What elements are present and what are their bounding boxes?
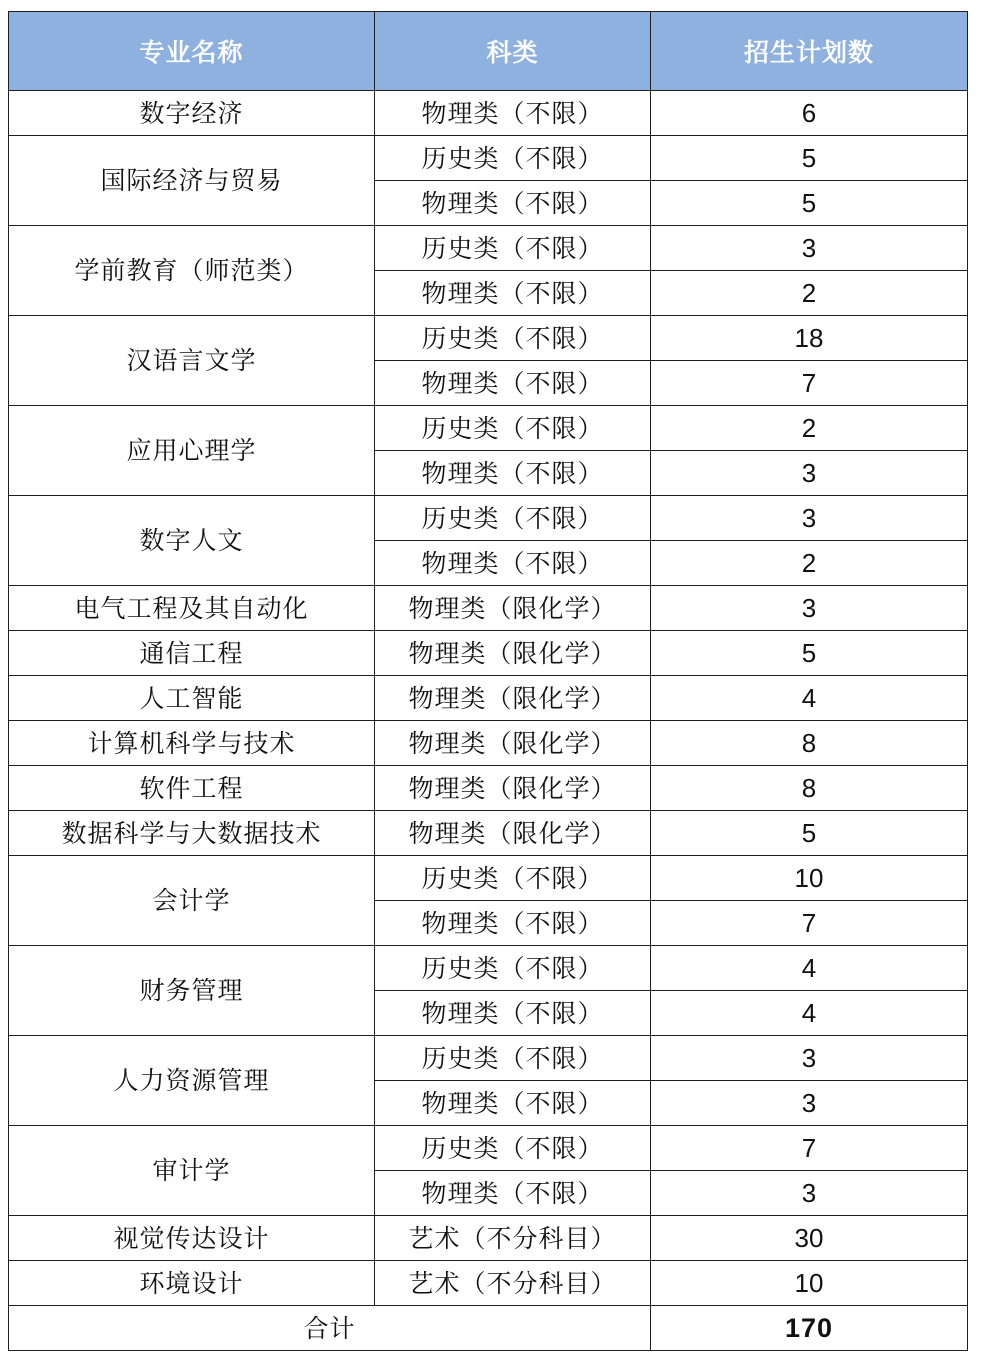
category-cell: 历史类（不限） [375,136,651,181]
category-cell: 历史类（不限） [375,1036,651,1081]
category-cell: 物理类（不限） [375,1171,651,1216]
category-cell: 物理类（不限） [375,91,651,136]
table-row [9,811,968,856]
category-cell: 物理类（不限） [375,361,651,406]
header-category: 科类 [375,12,651,91]
category-cell: 历史类（不限） [375,316,651,361]
plan-count-cell: 5 [651,811,968,856]
table-row [9,91,968,136]
header-row [9,12,968,91]
plan-count-cell: 5 [651,631,968,676]
category-cell: 历史类（不限） [375,946,651,991]
plan-count-cell: 3 [651,586,968,631]
plan-count-cell: 6 [651,91,968,136]
category-cell: 艺术（不分科目） [375,1261,651,1306]
plan-count-cell: 4 [651,946,968,991]
category-cell: 历史类（不限） [375,226,651,271]
plan-count-cell: 5 [651,136,968,181]
category-cell: 物理类（限化学） [375,766,651,811]
total-value: 170 [651,1306,968,1351]
major-name-cell: 审计学 [9,1126,375,1216]
category-cell: 物理类（不限） [375,1081,651,1126]
category-cell: 历史类（不限） [375,406,651,451]
plan-count-cell: 7 [651,1126,968,1171]
plan-count-cell: 4 [651,676,968,721]
major-name-cell: 视觉传达设计 [9,1216,375,1261]
major-name-cell: 电气工程及其自动化 [9,586,375,631]
table-row [9,316,968,361]
table-row [9,136,968,181]
major-name-cell: 数字经济 [9,91,375,136]
major-name-cell: 学前教育（师范类） [9,226,375,316]
table-row [9,631,968,676]
plan-count-cell: 18 [651,316,968,361]
category-cell: 物理类（不限） [375,271,651,316]
category-cell: 艺术（不分科目） [375,1216,651,1261]
total-label: 合计 [9,1306,651,1351]
major-name-cell: 通信工程 [9,631,375,676]
category-cell: 物理类（不限） [375,901,651,946]
plan-count-cell: 8 [651,766,968,811]
major-name-cell: 数据科学与大数据技术 [9,811,375,856]
table-row [9,676,968,721]
major-name-cell: 应用心理学 [9,406,375,496]
major-name-cell: 人力资源管理 [9,1036,375,1126]
major-name-cell: 会计学 [9,856,375,946]
table-row [9,586,968,631]
plan-count-cell: 7 [651,901,968,946]
header-major-name: 专业名称 [9,12,375,91]
category-cell: 历史类（不限） [375,1126,651,1171]
category-cell: 物理类（不限） [375,991,651,1036]
plan-count-cell: 2 [651,406,968,451]
table-row [9,406,968,451]
plan-count-cell: 5 [651,181,968,226]
table-row [9,856,968,901]
plan-count-cell: 30 [651,1216,968,1261]
plan-count-cell: 10 [651,1261,968,1306]
plan-count-cell: 3 [651,1171,968,1216]
category-cell: 物理类（限化学） [375,586,651,631]
major-name-cell: 财务管理 [9,946,375,1036]
category-cell: 历史类（不限） [375,856,651,901]
plan-count-cell: 8 [651,721,968,766]
table-row [9,1216,968,1261]
table-row [9,946,968,991]
plan-count-cell: 2 [651,271,968,316]
plan-count-cell: 2 [651,541,968,586]
plan-count-cell: 10 [651,856,968,901]
plan-count-cell: 3 [651,1081,968,1126]
total-row [9,1306,968,1351]
major-name-cell: 计算机科学与技术 [9,721,375,766]
category-cell: 物理类（不限） [375,541,651,586]
table-row [9,1126,968,1171]
plan-count-cell: 3 [651,1036,968,1081]
major-name-cell: 国际经济与贸易 [9,136,375,226]
category-cell: 物理类（不限） [375,181,651,226]
table-row [9,1261,968,1306]
major-name-cell: 软件工程 [9,766,375,811]
header-plan-count: 招生计划数 [651,12,968,91]
plan-count-cell: 4 [651,991,968,1036]
major-name-cell: 环境设计 [9,1261,375,1306]
category-cell: 物理类（限化学） [375,676,651,721]
major-name-cell: 人工智能 [9,676,375,721]
plan-count-cell: 7 [651,361,968,406]
category-cell: 历史类（不限） [375,496,651,541]
table-row [9,1036,968,1081]
category-cell: 物理类（限化学） [375,811,651,856]
category-cell: 物理类（限化学） [375,631,651,676]
table-row [9,226,968,271]
table-body [9,91,968,1351]
category-cell: 物理类（不限） [375,451,651,496]
category-cell: 物理类（限化学） [375,721,651,766]
table-row [9,766,968,811]
major-name-cell: 汉语言文学 [9,316,375,406]
table-row [9,721,968,766]
major-name-cell: 数字人文 [9,496,375,586]
plan-count-cell: 3 [651,451,968,496]
plan-count-cell: 3 [651,226,968,271]
enrollment-plan-table [8,11,968,1351]
plan-count-cell: 3 [651,496,968,541]
table-row [9,496,968,541]
